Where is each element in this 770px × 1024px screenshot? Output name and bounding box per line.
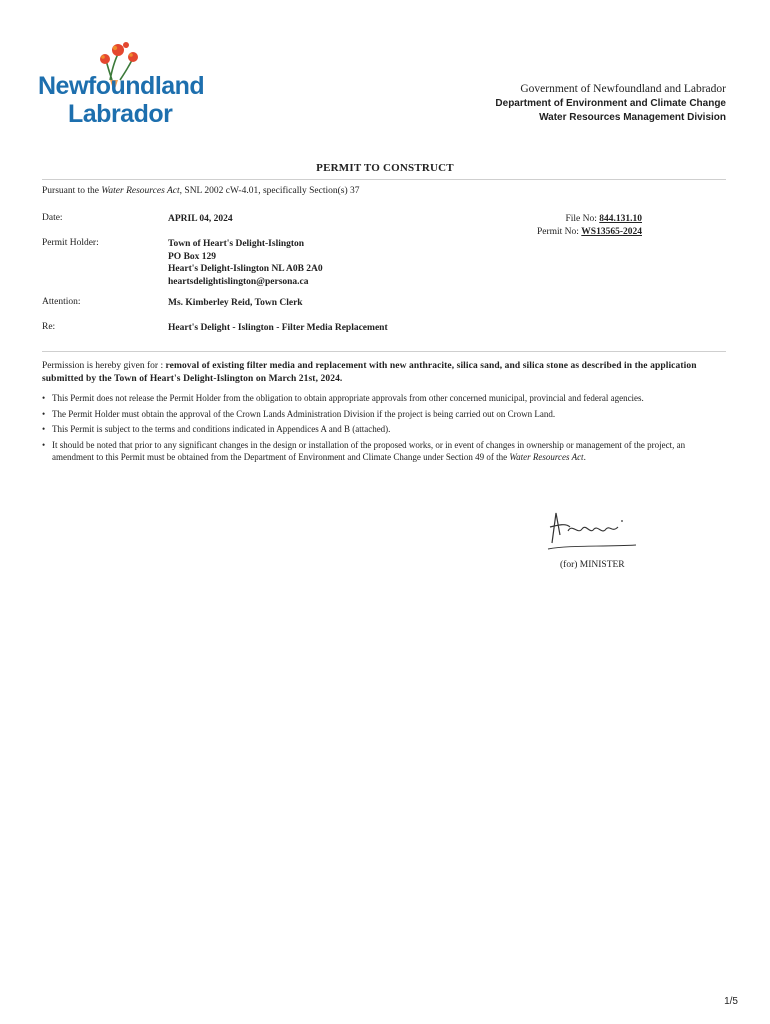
government-header — [495, 82, 726, 126]
page-number: 1/5 — [724, 996, 738, 1007]
condition-text: It should be noted that prior to any significant changes in the design or installation of the proposed works, or in event of changes in ownership or management of the project, an amendment to this Permit must be obtained from the Department of Environment and Climate Change under Section 49 of the — [52, 439, 686, 462]
pursuant-statement — [42, 186, 360, 196]
condition-text: The Permit Holder must obtain the approval of the Crown Lands Administration Division if the project is being carried out on Crown Land. — [52, 408, 556, 419]
permission-body: removal of existing filter media and replacement with new anthracite, silica sand, and silica stone as described in the application submitted by the Town of Heart's Delight-Islington on March 21st, 2024. — [42, 361, 697, 384]
condition-item — [52, 439, 722, 464]
government-name: Government of Newfoundland and Labrador — [520, 83, 726, 95]
condition-text: This Permit does not release the Permit Holder from the obligation to obtain appropriate approvals from other concerned municipal, provincial and federal agencies. — [52, 393, 644, 403]
permit-holder-label: Permit Holder: — [42, 238, 99, 248]
holder-line: Town of Heart's Delight-Islington — [168, 239, 305, 249]
file-info — [537, 213, 642, 238]
permit-number-label: Permit No: — [536, 226, 582, 237]
condition-text: This Permit is subject to the terms and conditions indicated in Appendices A and B (attached). — [52, 424, 391, 434]
pursuant-prefix: Pursuant to the — [42, 186, 102, 196]
condition-item — [52, 408, 722, 421]
permission-prefix: Permission is hereby given for : — [42, 361, 166, 371]
signature-caption: (for) MINISTER — [560, 560, 625, 570]
pursuant-suffix: , SNL 2002 cW-4.01, specifically Section(s) 37 — [179, 186, 360, 196]
file-number-label: File No: — [565, 214, 600, 224]
holder-email: heartsdelightislington@persona.ca — [168, 276, 309, 287]
division-name: Water Resources Management Division — [539, 112, 726, 123]
file-number-value: 844.131.10 — [599, 214, 642, 224]
holder-line: PO Box 129 — [168, 251, 217, 262]
permission-statement — [42, 360, 726, 385]
holder-line: Heart's Delight-Islington NL A0B 2A0 — [168, 264, 323, 274]
document-title: PERMIT TO CONSTRUCT — [316, 162, 454, 174]
logo-line-newfoundland: Newfoundland — [38, 72, 205, 100]
condition-item — [52, 392, 722, 405]
department-name: Department of Environment and Climate Change — [495, 97, 726, 109]
signature-image — [540, 505, 640, 555]
newfoundland-labrador-logo — [36, 40, 206, 135]
permit-number-value: WS13565-2024 — [581, 226, 642, 237]
section-divider — [42, 351, 726, 352]
condition-act: Water Resources Act — [509, 452, 584, 462]
attention-value: Ms. Kimberley Reid, Town Clerk — [168, 298, 303, 308]
logo-line-labrador: Labrador — [68, 100, 173, 128]
title-divider — [42, 179, 726, 180]
re-value: Heart's Delight - Islington - Filter Media Replacement — [168, 323, 388, 333]
date-value: APRIL 04, 2024 — [168, 214, 233, 224]
condition-end: . — [583, 452, 586, 462]
re-label: Re: — [42, 322, 56, 332]
conditions-list — [42, 392, 722, 467]
attention-label: Attention: — [42, 297, 81, 307]
condition-item — [52, 423, 722, 436]
permit-holder-value — [168, 238, 323, 288]
date-label: Date: — [42, 213, 63, 223]
pursuant-act: Water Resources Act — [101, 186, 180, 196]
